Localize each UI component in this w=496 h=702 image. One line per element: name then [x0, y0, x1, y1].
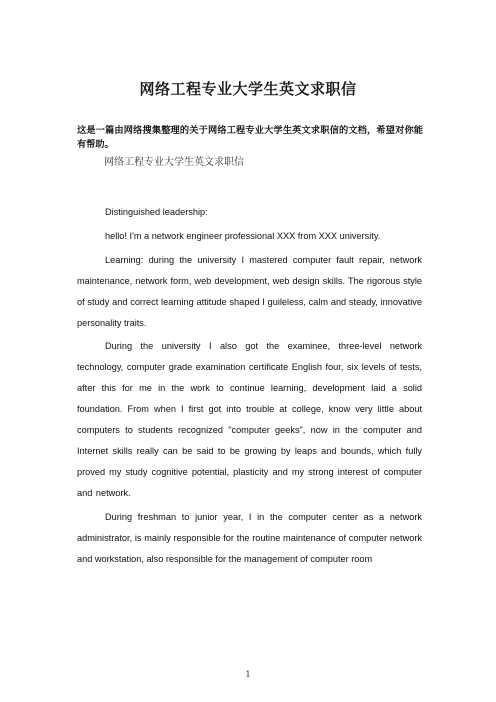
paragraph-experience: During freshman to junior year, I in the computer center as a network administrator, is mainly responsible for the routine maintenance of computer network and workstation, also responsible for the management of computer room	[77, 511, 422, 564]
paragraph-learning: Learning: during the university I mastered computer fault repair, network maintenance, network form, web development, web design skills. The rigorous style of study and correct learning attitude shaped I guileless, calm and steady, innovative personality traits.	[77, 254, 422, 328]
paragraph-introduction: hello! I'm a network engineer professional XXX from XXX university.	[105, 230, 381, 241]
document-summary: 这是一篇由网络搜集整理的关于网络工程专业大学生英文求职信的文档，希望对你能有帮助。	[77, 125, 423, 150]
paragraph-certificates: During the university I also got the examinee, three-level network technology, computer grade examination certificate English four, six levels of tests, after this for me in the work to continue learning, development laid a solid foundation. From when I first got into trouble at college, know very little about computers to students recognized "computer geeks", now in the computer and Internet skills really can be said to be growing by leaps and bounds, which fully proved my study cognitive potential, plasticity and my strong interest of computer and network.	[77, 341, 422, 498]
document-title: 网络工程专业大学生英文求职信	[139, 80, 357, 98]
document-body	[77, 202, 422, 572]
page-number: 1	[245, 670, 251, 679]
document-subtitle: 网络工程专业大学生英文求职信	[104, 157, 244, 168]
paragraph-salutation: Distinguished leadership:	[105, 207, 208, 217]
